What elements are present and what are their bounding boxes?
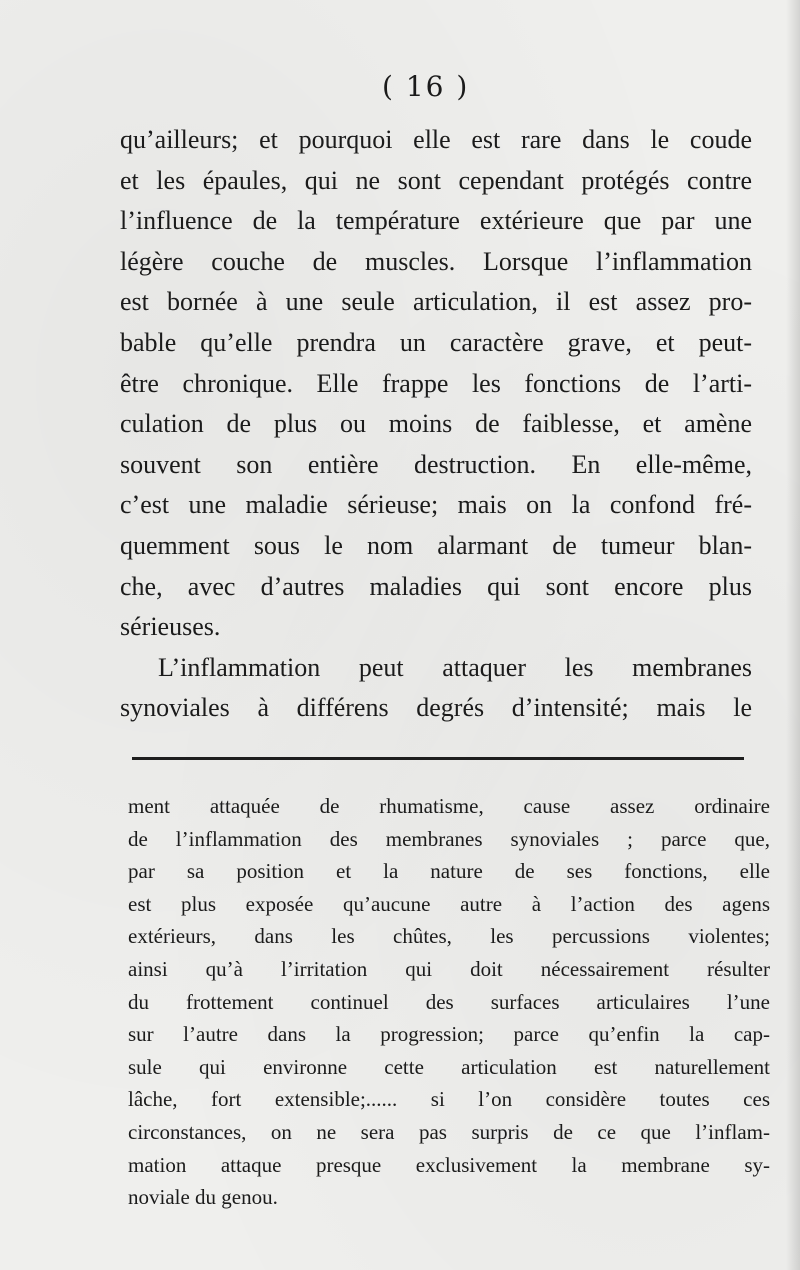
footnote-line: de l’inflammation des membranes synoviales ; parce que, [128,826,770,851]
text-line: est bornée à une seule articulation, il est assez pro- [120,287,752,317]
footnote-line: sur l’autre dans la progression; parce qu’enfin la cap- [128,1022,770,1047]
main-text [120,120,752,729]
footnote-line: extérieurs, dans les chûtes, les percussions violentes; [128,924,770,949]
footnote-line: noviale du genou. [128,1185,278,1210]
paragraph-start-line: L’inflammation peut attaquer les membranes [158,652,752,682]
text-line: souvent son entière destruction. En elle-même, [120,449,752,479]
footnote-line: sule qui environne cette articulation est naturellement [128,1054,770,1079]
footnote-separator [132,757,744,760]
text-line: sérieuses. [120,612,221,642]
footnote-line: est plus exposée qu’aucune autre à l’action des agens [128,891,770,916]
text-line: quemment sous le nom alarmant de tumeur blan- [120,530,752,560]
page-edge-shadow [786,0,800,1270]
footnote [128,790,770,1214]
footnote-line: ainsi qu’à l’irritation qui doit nécessairement résulter [128,956,770,981]
footnote-line: lâche, fort extensible;...... si l’on considère toutes ces [128,1087,770,1112]
text-line: c’est une maladie sérieuse; mais on la confond fré- [120,490,752,520]
footnote-line: du frottement continuel des surfaces articulaires l’une [128,989,770,1014]
text-line: che, avec d’autres maladies qui sont encore plus [120,571,752,601]
text-line: légère couche de muscles. Lorsque l’inflammation [120,246,752,276]
footnote-line: circonstances, on ne sera pas surpris de ce que l’inflam- [128,1119,770,1144]
text-line: être chronique. Elle frappe les fonctions de l’arti- [120,368,752,398]
text-line: l’influence de la température extérieure que par une [120,206,752,236]
footnote-line: mation attaque presque exclusivement la membrane sy- [128,1152,770,1177]
footnote-line: par sa position et la nature de ses fonctions, elle [128,859,770,884]
text-line: culation de plus ou moins de faiblesse, et amène [120,409,752,439]
text-line: bable qu’elle prendra un caractère grave, et peut- [120,327,752,357]
text-line: et les épaules, qui ne sont cependant protégés contre [120,165,752,195]
page-number: ( 16 ) [382,70,470,103]
text-line: synoviales à différens degrés d’intensité; mais le [120,693,752,723]
footnote-line: ment attaquée de rhumatisme, cause assez ordinaire [128,794,770,818]
text-line: qu’ailleurs; et pourquoi elle est rare dans le coude [120,125,752,154]
